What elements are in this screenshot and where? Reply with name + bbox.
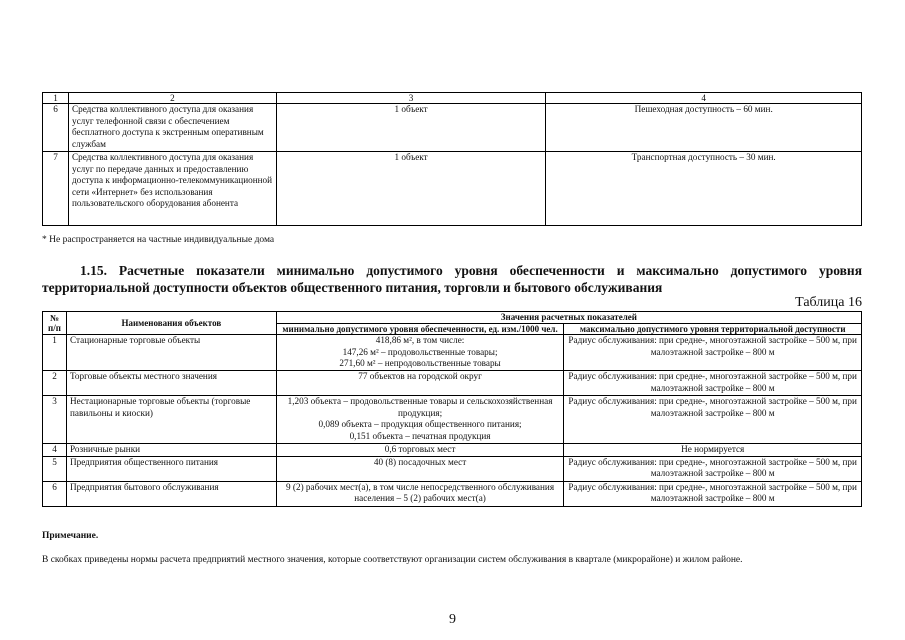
min-value xyxy=(276,456,564,481)
note-text: В скобках приведены нормы расчета предприятий местного значения, которые соответствуют организации систем обслуживания в квартале (микрорайоне) и жилом районе. xyxy=(42,555,743,565)
min-line: 77 объектов на городской округ xyxy=(358,371,482,381)
max-value: Радиус обслуживания: при средне-, многоэтажной застройке – 500 м, при малоэтажной застройке – 800 м xyxy=(564,371,862,396)
header-name: Наименования объектов xyxy=(66,312,276,335)
header-min: минимально допустимого уровня обеспеченности, ед. изм./1000 чел. xyxy=(276,323,564,335)
row-number: 5 xyxy=(43,456,67,481)
max-value: Радиус обслуживания: при средне-, многоэтажной застройке – 500 м, при малоэтажной застройке – 800 м xyxy=(564,456,862,481)
footnote: * Не распространяется на частные индивидуальные дома xyxy=(42,235,275,245)
max-value: Радиус обслуживания: при средне-, многоэтажной застройке – 500 м, при малоэтажной застройке – 800 м xyxy=(564,396,862,444)
table-row xyxy=(43,335,862,371)
object-name: Предприятия бытового обслуживания xyxy=(66,481,276,506)
table-row xyxy=(43,104,862,152)
row-number: 7 xyxy=(43,152,69,226)
header-max: максимально допустимого уровня территориальной доступности xyxy=(564,323,862,335)
min-value xyxy=(276,396,564,444)
max-value: Радиус обслуживания: при средне-, многоэтажной застройке – 500 м, при малоэтажной застройке – 800 м xyxy=(564,481,862,506)
min-line: 0,151 объекта – печатная продукция xyxy=(349,430,491,441)
object-name: Средства коллективного доступа для оказания услуг по передаче данных и предоставлению доступа к информационно-телекоммуникационной сети «Интернет» без использования пользовательского оборудования абонента xyxy=(68,152,276,226)
min-line: 147,26 м² – продовольственные товары; xyxy=(342,346,498,357)
table-header-row xyxy=(43,312,862,324)
indicator-value: 1 объект xyxy=(276,104,546,152)
min-value xyxy=(276,371,564,396)
page-number: 9 xyxy=(449,612,456,627)
object-name: Стационарные торговые объекты xyxy=(66,335,276,371)
row-number: 1 xyxy=(43,335,67,371)
table-row xyxy=(43,396,862,444)
min-line: 9 (2) рабочих мест(а), в том числе непосредственного обслуживания населения – 5 (2) рабочих мест(а) xyxy=(286,481,555,504)
note-heading: Примечание. xyxy=(42,531,99,541)
min-line: 40 (8) посадочных мест xyxy=(373,456,467,467)
header-group: Значения расчетных показателей xyxy=(276,312,861,324)
min-line: 0,089 объекта – продукция общественного питания; xyxy=(318,419,522,430)
object-name: Торговые объекты местного значения xyxy=(66,371,276,396)
table-row xyxy=(43,444,862,457)
min-value xyxy=(276,444,564,457)
row-number: 6 xyxy=(43,104,69,152)
min-line: 418,86 м², в том числе: xyxy=(375,335,465,345)
object-name: Предприятия общественного питания xyxy=(66,456,276,481)
min-value xyxy=(276,481,564,506)
row-number: 3 xyxy=(43,396,67,444)
section-title-text: 1.15. Расчетные показатели минимально допустимого уровня обеспеченности и максимально допустимого уровня территориальной доступности объектов общественного питания, торговли и бытового обслуживания xyxy=(42,263,862,295)
header-num: № п/п xyxy=(43,312,67,335)
header-cell: 1 xyxy=(43,93,69,104)
min-line: 0,6 торговых мест xyxy=(384,444,456,454)
header-cell: 2 xyxy=(68,93,276,104)
row-number: 2 xyxy=(43,371,67,396)
table-header-row xyxy=(43,93,862,104)
table-row xyxy=(43,152,862,226)
accessibility-value: Пешеходная доступность – 60 мин. xyxy=(546,104,862,152)
min-line: 271,60 м² – непродовольственные товары xyxy=(339,358,501,369)
max-value: Не нормируется xyxy=(564,444,862,457)
object-name: Нестационарные торговые объекты (торговые павильоны и киоски) xyxy=(66,396,276,444)
min-value xyxy=(276,335,564,371)
table-row xyxy=(43,371,862,396)
header-cell: 3 xyxy=(276,93,546,104)
object-name: Розничные рынки xyxy=(66,444,276,457)
row-number: 6 xyxy=(43,481,67,506)
row-number: 4 xyxy=(43,444,67,457)
table-row xyxy=(43,481,862,506)
table-continuation xyxy=(42,92,862,226)
accessibility-value: Транспортная доступность – 30 мин. xyxy=(546,152,862,226)
table-16 xyxy=(42,311,862,507)
indicator-value: 1 объект xyxy=(276,152,546,226)
header-cell: 4 xyxy=(546,93,862,104)
table-row xyxy=(43,456,862,481)
min-line: 1,203 объекта – продовольственные товары и сельскохозяйственная продукция; xyxy=(287,396,553,418)
object-name: Средства коллективного доступа для оказания услуг телефонной связи с обеспечением бесплатного доступа к экстренным оперативным службам xyxy=(68,104,276,152)
section-title xyxy=(42,262,862,296)
max-value: Радиус обслуживания: при средне-, многоэтажной застройке – 500 м, при малоэтажной застройке – 800 м xyxy=(564,335,862,371)
table-caption: Таблица 16 xyxy=(795,295,862,310)
